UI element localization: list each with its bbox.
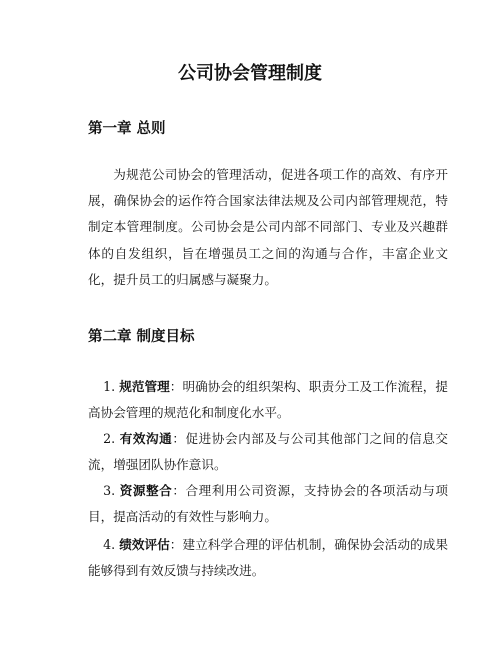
- goal-item: [88, 374, 448, 426]
- chapter-2-heading: 第二章 制度目标: [88, 329, 195, 345]
- goal-item-text: ：建立科学合理的评估机制，确保协会活动的成果能够得到有效反馈与持续改进。: [88, 537, 448, 579]
- goal-item-text: ：明确协会的组织架构、职责分工及工作流程，提高协会管理的规范化和制度化水平。: [88, 379, 448, 421]
- document-title: 公司协会管理制度: [178, 63, 322, 84]
- chapter-1-paragraph: 为规范公司协会的管理活动，促进各项工作的高效、有序开展，确保协会的运作符合国家法律法规及公司内部管理规范，特制定本管理制度。公司协会是公司内部不同部门、专业及兴趣群体的自发组织，旨在增强员工之间的沟通与合作，丰富企业文化，提升员工的归属感与凝聚力。: [88, 167, 448, 287]
- goal-item-number: 1.: [103, 379, 116, 394]
- chapter-1-heading: 第一章 总则: [88, 121, 166, 137]
- goal-item-text: ：促进协会内部及与公司其他部门之间的信息交流，增强团队协作意识。: [88, 431, 449, 473]
- goal-item-lead: 规范管理: [119, 379, 170, 394]
- goal-item: [88, 426, 448, 478]
- goal-item-lead: 资源整合: [119, 483, 173, 498]
- goal-item: [88, 532, 448, 584]
- goal-item-number: 2.: [103, 431, 116, 446]
- goal-item-number: 3.: [103, 483, 116, 498]
- goal-item-number: 4.: [103, 537, 116, 552]
- goal-item-lead: 绩效评估: [119, 537, 170, 552]
- goal-item: [88, 478, 448, 530]
- goal-item-text: ：合理利用公司资源，支持协会的各项活动与项目，提高活动的有效性与影响力。: [88, 483, 449, 525]
- goal-item-lead: 有效沟通: [119, 431, 173, 446]
